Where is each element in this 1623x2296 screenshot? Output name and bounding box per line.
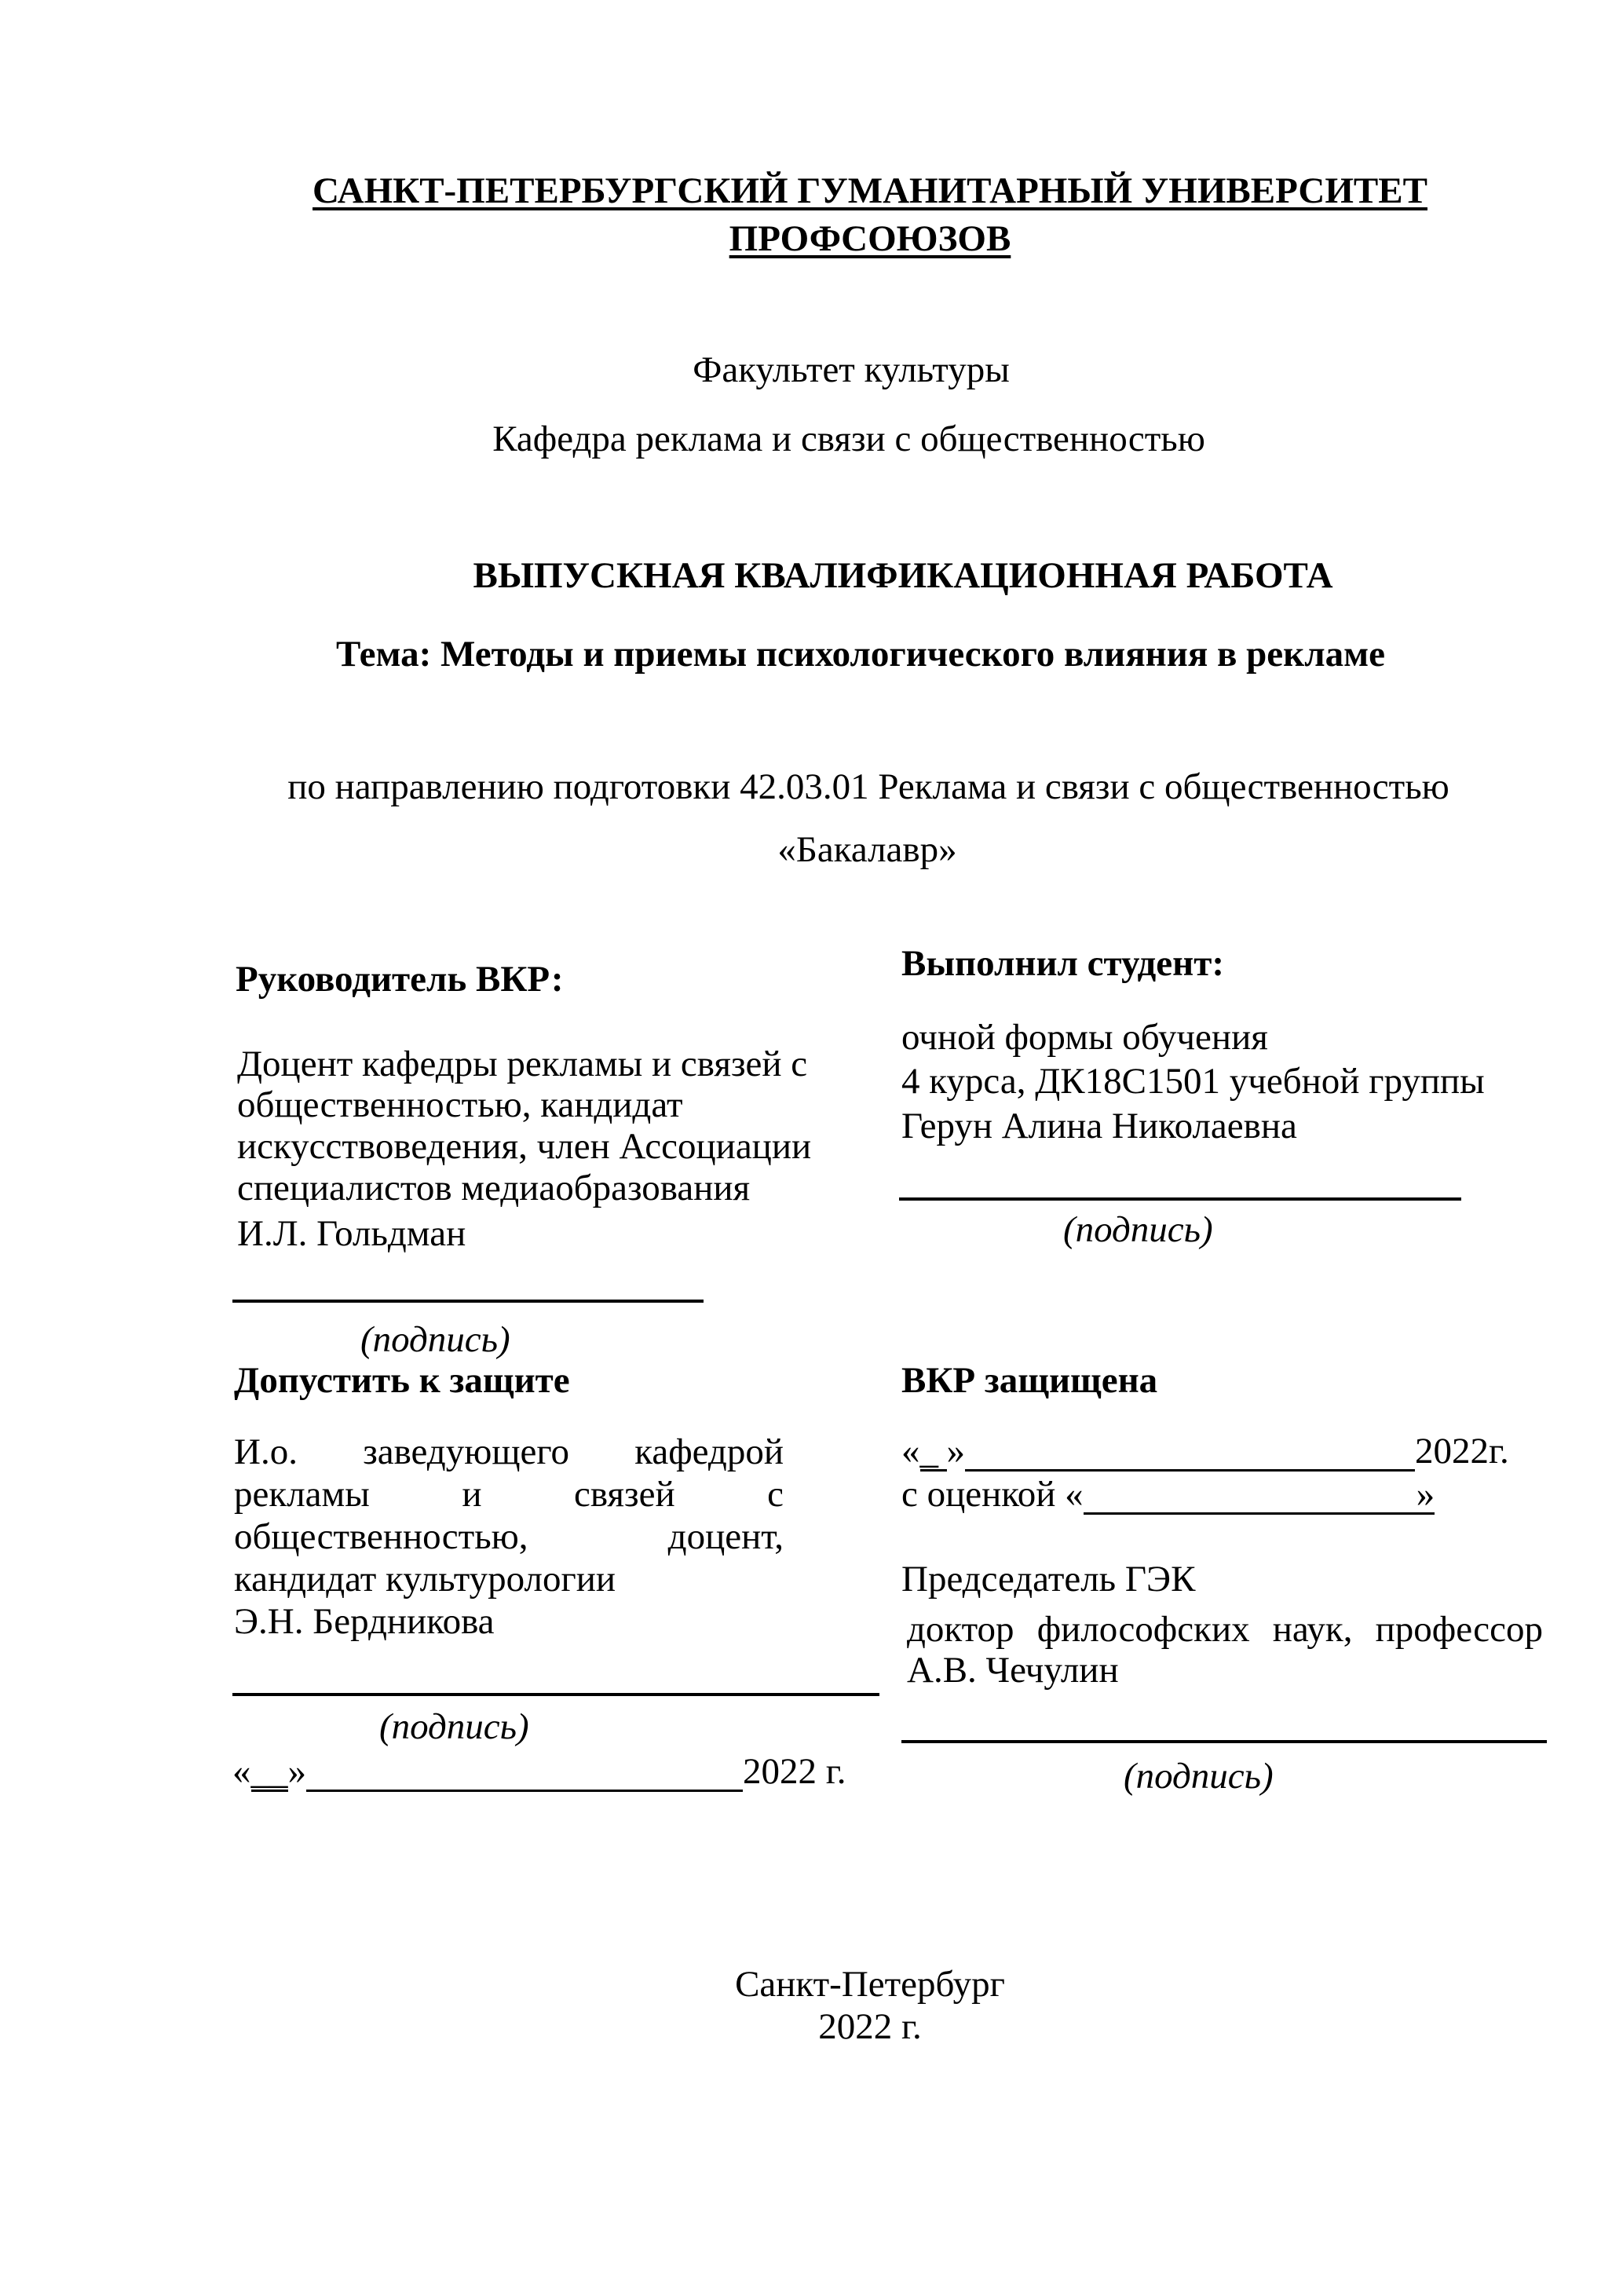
- faculty-name: Факультет культуры: [693, 349, 1010, 390]
- supervisor-line: Доцент кафедры рекламы и связей с: [237, 1044, 808, 1084]
- student-line: 4 курса, ДК18С1501 учебной группы: [901, 1061, 1485, 1102]
- supervisor-line: специалистов медиаобразования: [237, 1168, 751, 1208]
- quote-close: »: [287, 1751, 306, 1792]
- work-type-title: ВЫПУСКНАЯ КВАЛИФИКАЦИОННАЯ РАБОТА: [473, 555, 1333, 596]
- admission-name: Э.Н. Бердникова: [234, 1601, 495, 1642]
- quote-close: »: [1416, 1474, 1435, 1515]
- date-year: 2022 г.: [743, 1751, 846, 1792]
- signature-caption-text: (подпись): [360, 1319, 510, 1360]
- degree-level: «Бакалавр»: [777, 829, 957, 870]
- date-day-blank[interactable]: _: [920, 1434, 947, 1472]
- admission-line: рекламы и связей с: [234, 1474, 784, 1515]
- gec-chair-name: А.В. Чечулин: [907, 1650, 1119, 1691]
- university-name-line1: САНКТ-ПЕТЕРБУРГСКИЙ ГУМАНИТАРНЫЙ УНИВЕРСИТЕТ: [313, 170, 1427, 211]
- quote-open: «: [901, 1431, 920, 1472]
- date-day-blank[interactable]: __: [250, 1751, 288, 1792]
- department-name: Кафедра реклама и связи с общественностью: [492, 419, 1205, 459]
- city: Санкт-Петербург: [735, 1964, 1005, 2005]
- student-signature-caption: [1063, 1209, 1213, 1250]
- date-year: 2022г.: [1415, 1431, 1509, 1472]
- grade-blank[interactable]: [1084, 1477, 1416, 1515]
- signature-caption-text: (подпись): [1063, 1209, 1213, 1250]
- admission-heading: Допустить к защите: [234, 1360, 570, 1401]
- admission-date-field[interactable]: [232, 1753, 846, 1792]
- study-direction: по направлению подготовки 42.03.01 Реклама и связи с общественностью: [287, 766, 1449, 807]
- grade-label: с оценкой «: [901, 1474, 1084, 1515]
- student-name: Герун Алина Николаевна: [901, 1106, 1297, 1146]
- supervisor-heading: Руководитель ВКР:: [236, 959, 564, 1000]
- date-month-blank[interactable]: [306, 1754, 743, 1792]
- student-signature-line: [899, 1197, 1461, 1201]
- quote-open: «: [232, 1751, 251, 1792]
- gec-signature-line: [901, 1740, 1547, 1743]
- supervisor-line: искусствоведения, член Ассоциации: [237, 1126, 812, 1167]
- gec-chair-title: Председатель ГЭК: [901, 1559, 1196, 1600]
- work-topic: Тема: Методы и приемы психологического влияния в рекламе: [336, 634, 1385, 675]
- defense-grade-field[interactable]: [901, 1476, 1435, 1515]
- date-month-blank[interactable]: [965, 1434, 1415, 1472]
- gec-chair-degree: доктор философских наук, профессор: [907, 1609, 1543, 1650]
- supervisor-name: И.Л. Гольдман: [237, 1213, 466, 1254]
- student-line: очной формы обучения: [901, 1017, 1268, 1058]
- student-heading: Выполнил студент:: [901, 943, 1224, 984]
- admission-line: кандидат культурологии: [234, 1559, 616, 1600]
- supervisor-line: общественностью, кандидат: [237, 1084, 683, 1125]
- year: 2022 г.: [818, 2006, 922, 2047]
- signature-caption-text: (подпись): [379, 1706, 529, 1747]
- admission-signature-line: [232, 1693, 879, 1696]
- defense-date-field[interactable]: [901, 1433, 1509, 1472]
- defense-heading: ВКР защищена: [901, 1360, 1158, 1401]
- admission-line: И.о. заведующего кафедрой: [234, 1431, 784, 1472]
- admission-line: общественностью, доцент,: [234, 1516, 784, 1557]
- signature-caption-text: (подпись): [1124, 1756, 1274, 1797]
- university-name-line2: ПРОФСОЮЗОВ: [729, 218, 1011, 259]
- supervisor-signature-caption: [360, 1319, 510, 1360]
- admission-signature-caption: [379, 1706, 529, 1747]
- supervisor-signature-line: [232, 1300, 704, 1303]
- gec-signature-caption: [1124, 1758, 1274, 1795]
- quote-close: »: [946, 1431, 965, 1472]
